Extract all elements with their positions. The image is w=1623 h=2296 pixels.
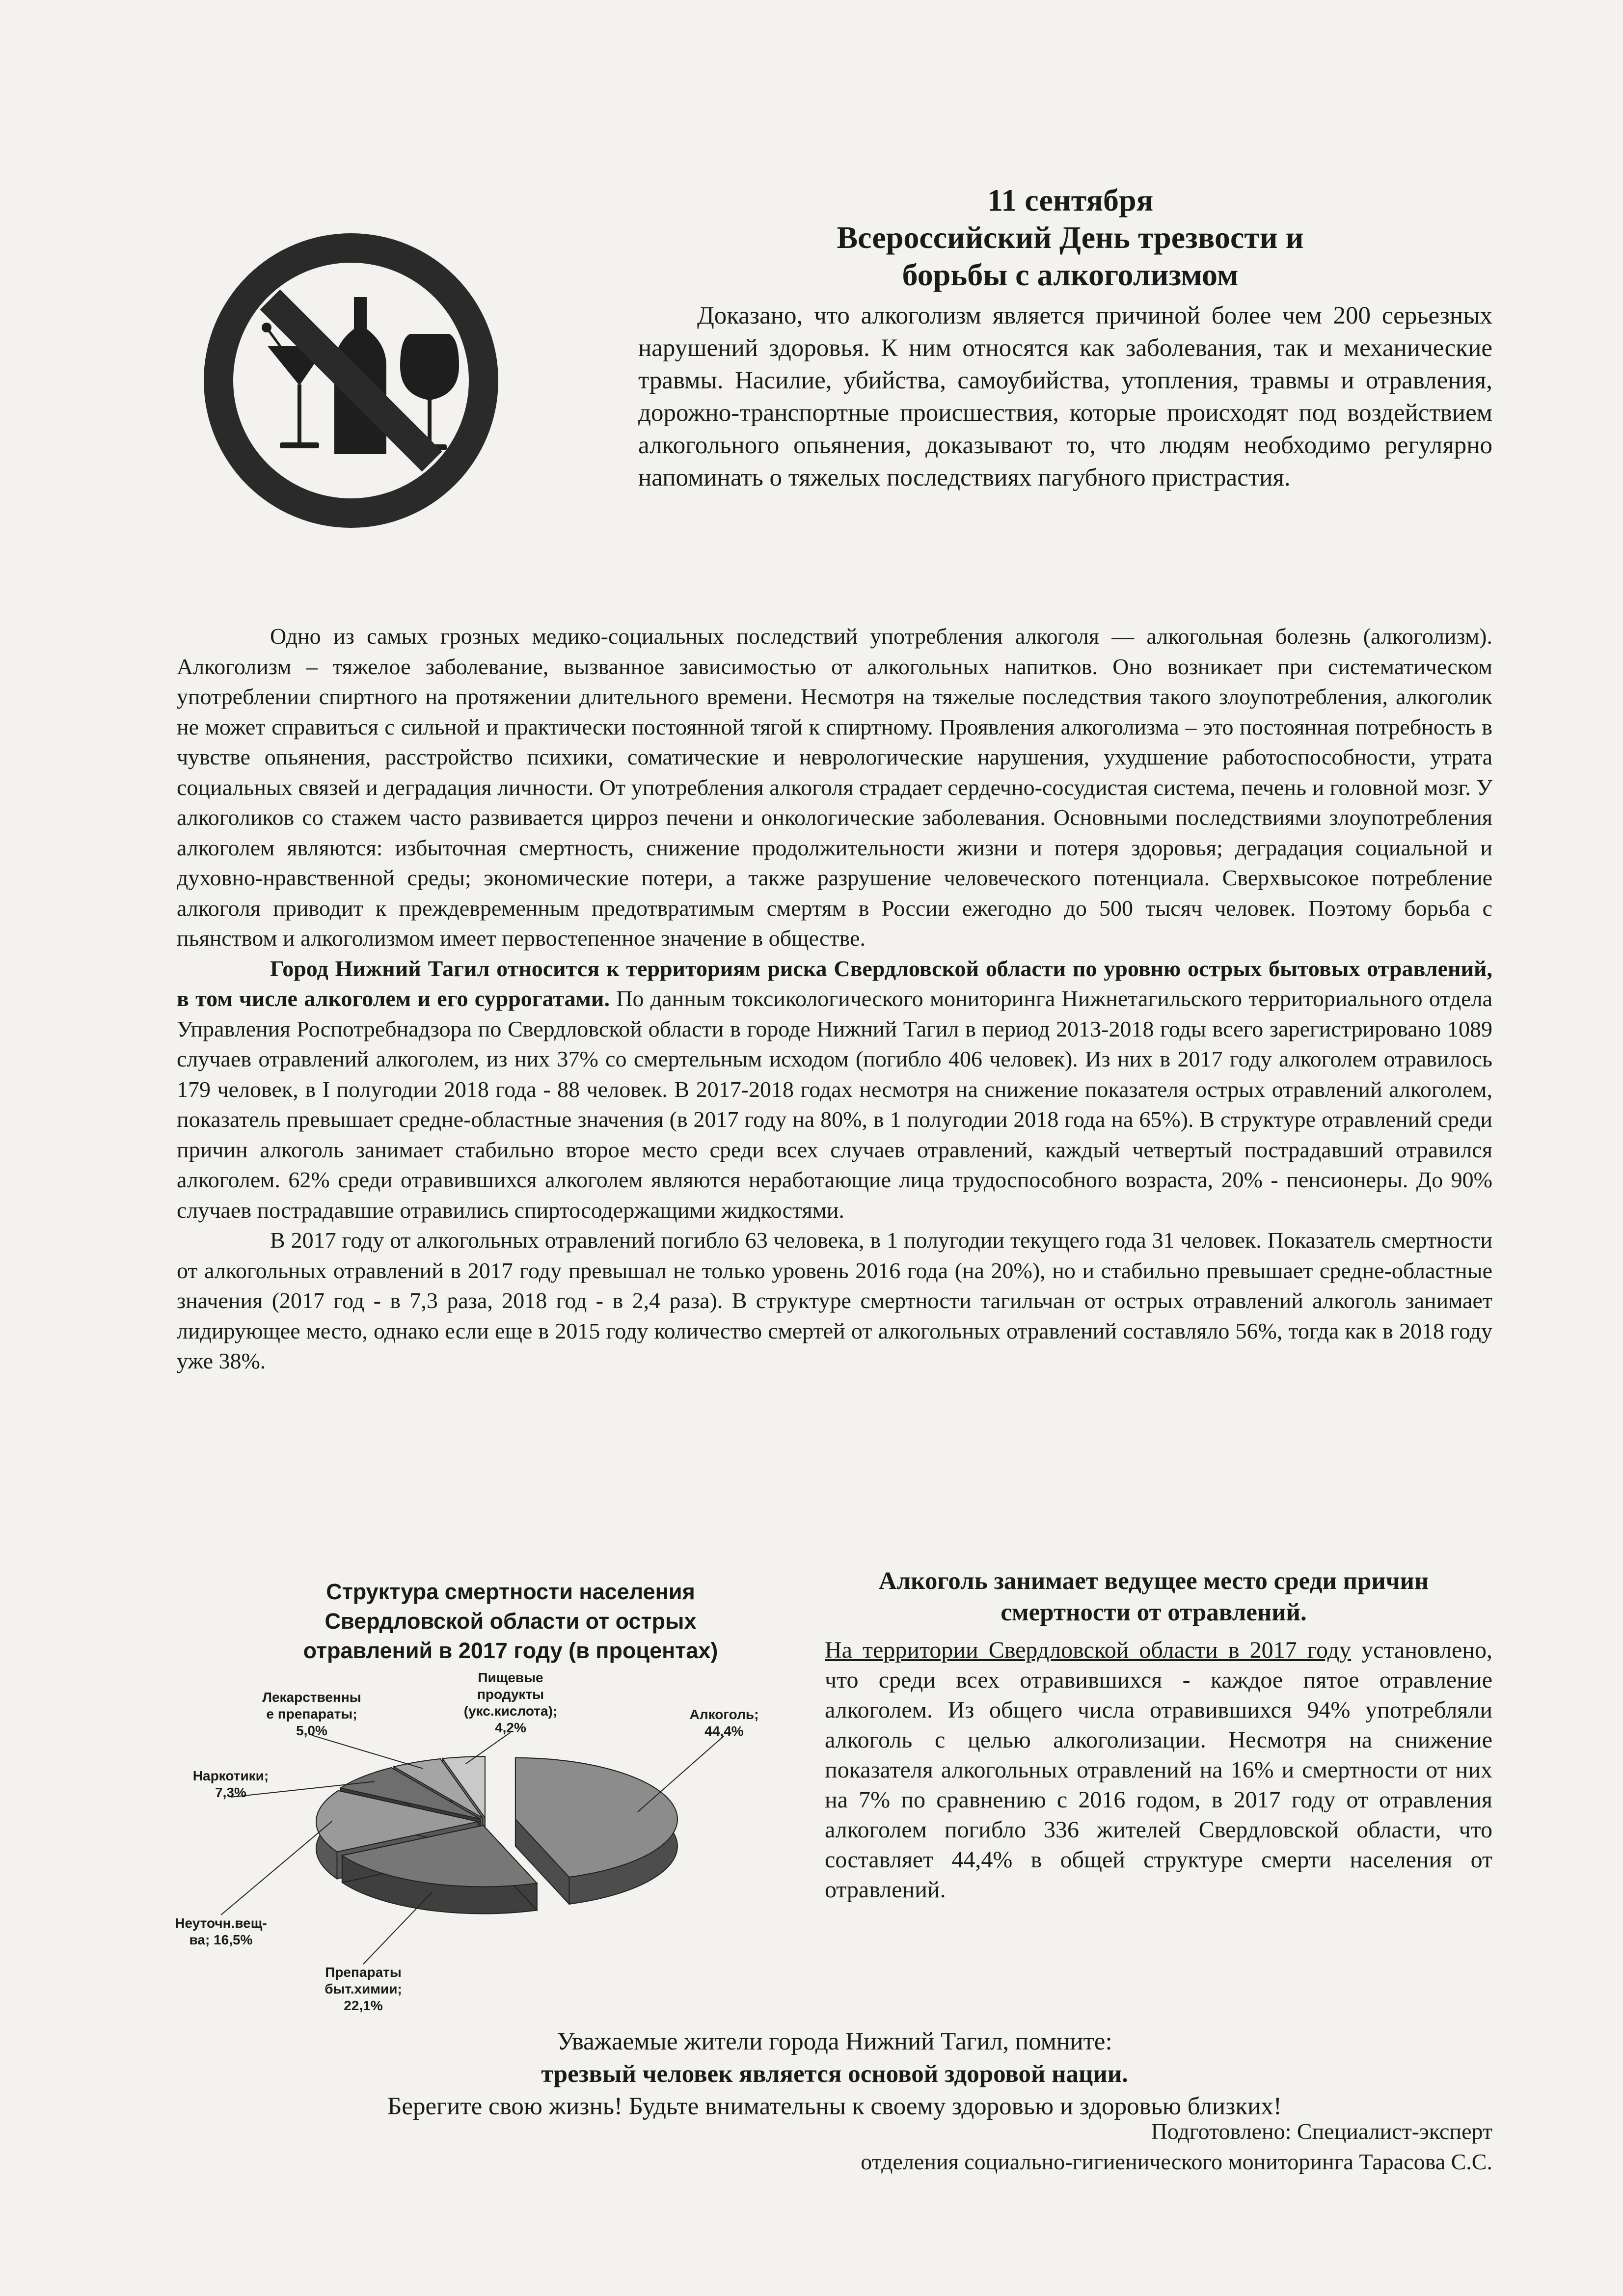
pie-label-line: ва; 16,5% bbox=[189, 1932, 253, 1947]
chart-title bbox=[275, 1577, 746, 1666]
leader-line bbox=[221, 1821, 332, 1915]
chart-title-line2: Свердловской области от острых bbox=[325, 1609, 697, 1634]
paragraph-3: В 2017 году от алкогольных отравлений погибло 63 человека, в 1 полугодии текущего года 31 человек. Показатель смертности от алкогольных отравлений в 2017 году превышал не только уровень 2016 года (на 20%), но и стабильно превышает средне-областные значения (2017 год - в 7,3 раза, 2018 год - в 2,4 раза). В структуре смертности тагильчан от острых отравлений алкоголь занимает лидирующее место, однако если еще в 2015 году количество смертей от алкогольных отравлений составляло 56%, тогда как в 2018 году уже 38%. bbox=[177, 1228, 1492, 1373]
signature-line1: Подготовлено: Специалист-эксперт bbox=[1151, 2119, 1492, 2144]
paragraph-2-bold: Город Нижний Тагил относится к территориям риска Свердловской области по уровню острых бытовых отравлений, в том числе алкоголем и его суррогатами. bbox=[177, 956, 1492, 1011]
pie-label-line: Неуточн.вещ- bbox=[175, 1915, 267, 1931]
title-line2: борьбы с алкоголизмом bbox=[902, 257, 1239, 292]
pie-label-line: Препараты bbox=[325, 1965, 402, 1980]
right-underlined: На территории Свердловской области в 2017 году bbox=[825, 1637, 1352, 1663]
intro-paragraph: Доказано, что алкоголизм является причиной более чем 200 серьезных нарушений здоровья. К ним относятся как заболевания, так и механические травмы. Насилие, убийства, самоубийства, утопления, травмы и отравления, дорожно-транспортные происшествия, которые происходят под воздействием алкогольного опьянения, доказывают то, что людям необходимо регулярно напоминать о тяжелых последствиях пагубного пристрастия. bbox=[638, 302, 1492, 492]
pie-label bbox=[690, 1707, 759, 1739]
pie-label-line: 44,4% bbox=[704, 1723, 744, 1739]
page-title bbox=[638, 182, 1502, 294]
paragraph-2 bbox=[177, 954, 1492, 1226]
pie-chart bbox=[167, 1660, 815, 2033]
pie-label bbox=[193, 1768, 269, 1800]
pie-label bbox=[325, 1965, 402, 2013]
closing-message bbox=[177, 2025, 1492, 2123]
main-text bbox=[177, 621, 1492, 1376]
right-paragraph bbox=[825, 1635, 1492, 1905]
leader-line bbox=[638, 1736, 724, 1812]
pie-label-line: е препараты; bbox=[266, 1706, 357, 1722]
no-alcohol-sign-icon bbox=[194, 223, 508, 538]
pie-label-line: Наркотики; bbox=[192, 1768, 269, 1783]
pie-label-line: продукты bbox=[477, 1687, 544, 1702]
pie-label-line: 22,1% bbox=[344, 1998, 383, 2013]
pie-label-line: Алкоголь; bbox=[689, 1707, 759, 1722]
leader-line bbox=[466, 1732, 511, 1764]
pie-label bbox=[464, 1670, 557, 1735]
pie-label-line: 7,3% bbox=[215, 1785, 246, 1800]
closing-line3: Берегите свою жизнь! Будьте внимательны к своему здоровью и здоровью близких! bbox=[387, 2093, 1282, 2120]
signature-line2: отделения социально-гигиенического мониторинга Тарасова С.С. bbox=[861, 2149, 1492, 2174]
chart-title-line3: отравлений в 2017 году (в процентах) bbox=[303, 1638, 718, 1663]
signature bbox=[638, 2116, 1492, 2177]
pie-label bbox=[262, 1690, 361, 1738]
pie-label-line: Пищевые bbox=[478, 1670, 543, 1685]
closing-line1: Уважаемые жители города Нижний Тагил, помните: bbox=[557, 2028, 1112, 2055]
chart-title-line1: Структура смертности населения bbox=[326, 1579, 695, 1604]
leader-line bbox=[312, 1735, 423, 1769]
pie-label bbox=[175, 1915, 267, 1947]
right-text-rest: установлено, что среди всех отравившихся - каждое пятое отравление алкоголем. Из общего числа отравившихся 94% употребляли алкоголь с целью алкоголизации. Несмотря на снижение показателя алкогольных отравлений на 16% и смертности от них на 7% по сравнению с 2016 годом, в 2017 году от отравления алкоголем погибло 336 жителей Свердловской области, что составляет 44,4% в общей структуре смерти населения от отравлений. bbox=[825, 1637, 1492, 1903]
right-heading: Алкоголь занимает ведущее место среди причин смертности от отравлений. bbox=[878, 1567, 1429, 1626]
pie-label-line: быт.химии; bbox=[325, 1981, 402, 1996]
pie-label-line: 5,0% bbox=[296, 1723, 327, 1738]
title-date: 11 сентября bbox=[987, 183, 1154, 218]
pie-label-line: (укс.кислота); bbox=[463, 1703, 558, 1719]
pie-label-line: Лекарственны bbox=[262, 1690, 361, 1705]
closing-line2: трезвый человек является основой здоровой нации. bbox=[541, 2060, 1128, 2088]
pie-label-line: 4,2% bbox=[495, 1720, 526, 1735]
paragraph-2-rest: По данным токсикологического мониторинга Нижнетагильского территориального отдела Управления Роспотребнадзора по Свердловской области в городе Нижний Тагил в период 2013-2018 годы всего зарегистрировано 1089 случаев отравлений алкоголем, из них 37% со смертельным исходом (погибло 406 человек). Из них в 2017 году алкоголем отравилось 179 человек, в I полугодии 2018 года - 88 человек. В 2017-2018 годах несмотря на снижение показателя острых отравлений алкоголем, показатель превышает средне-областные значения (в 2017 году на 80%, в 1 полугодии 2018 года на 65%). В структуре отравлений среди причин алкоголь занимает стабильно второе место среди всех случаев отравлений, каждый четвертый пострадавший отравился алкоголем. 62% среди отравившихся алкоголем являются неработающие лица трудоспособного возраста, 20% - пенсионеры. До 90% случаев пострадавшие отравились спиртосодержащими жидкостями. bbox=[177, 986, 1493, 1223]
paragraph-1: Одно из самых грозных медико-социальных последствий употребления алкоголя — алкогольная болезнь (алкоголизм). Алкоголизм – тяжелое заболевание, вызванное зависимостью от алкогольных напитков. Оно возникает при систематическом употреблении спиртного на протяжении длительного времени. Несмотря на тяжелые последствия такого злоупотребления, алкоголик не может справиться с сильной и практически постоянной тягой к спиртному. Проявления алкоголизма – это постоянная потребность в чувстве опьянения, расстройство психики, соматические и неврологические нарушения, ухудшение работоспособности, утрата социальных связей и деградация личности. От употребления алкоголя страдает сердечно-сосудистая система, печень и головной мозг. У алкоголиков со стажем часто развивается цирроз печени и онкологические заболевания. Основными последствиями злоупотребления алкоголем являются: избыточная смертность, снижение продолжительности жизни и потеря здоровья; деградация социальной и духовно-нравственной среды; экономические потери, а также разрушение человеческого потенциала. Сверхвысокое потребление алкоголя приводит к преждевременным предотвратимым смертям в России ежегодно до 500 тысяч человек. Поэтому борьба с пьянством и алкоголизмом имеет первостепенное значение в обществе. bbox=[177, 624, 1492, 951]
title-line1: Всероссийский День трезвости и bbox=[837, 220, 1304, 255]
